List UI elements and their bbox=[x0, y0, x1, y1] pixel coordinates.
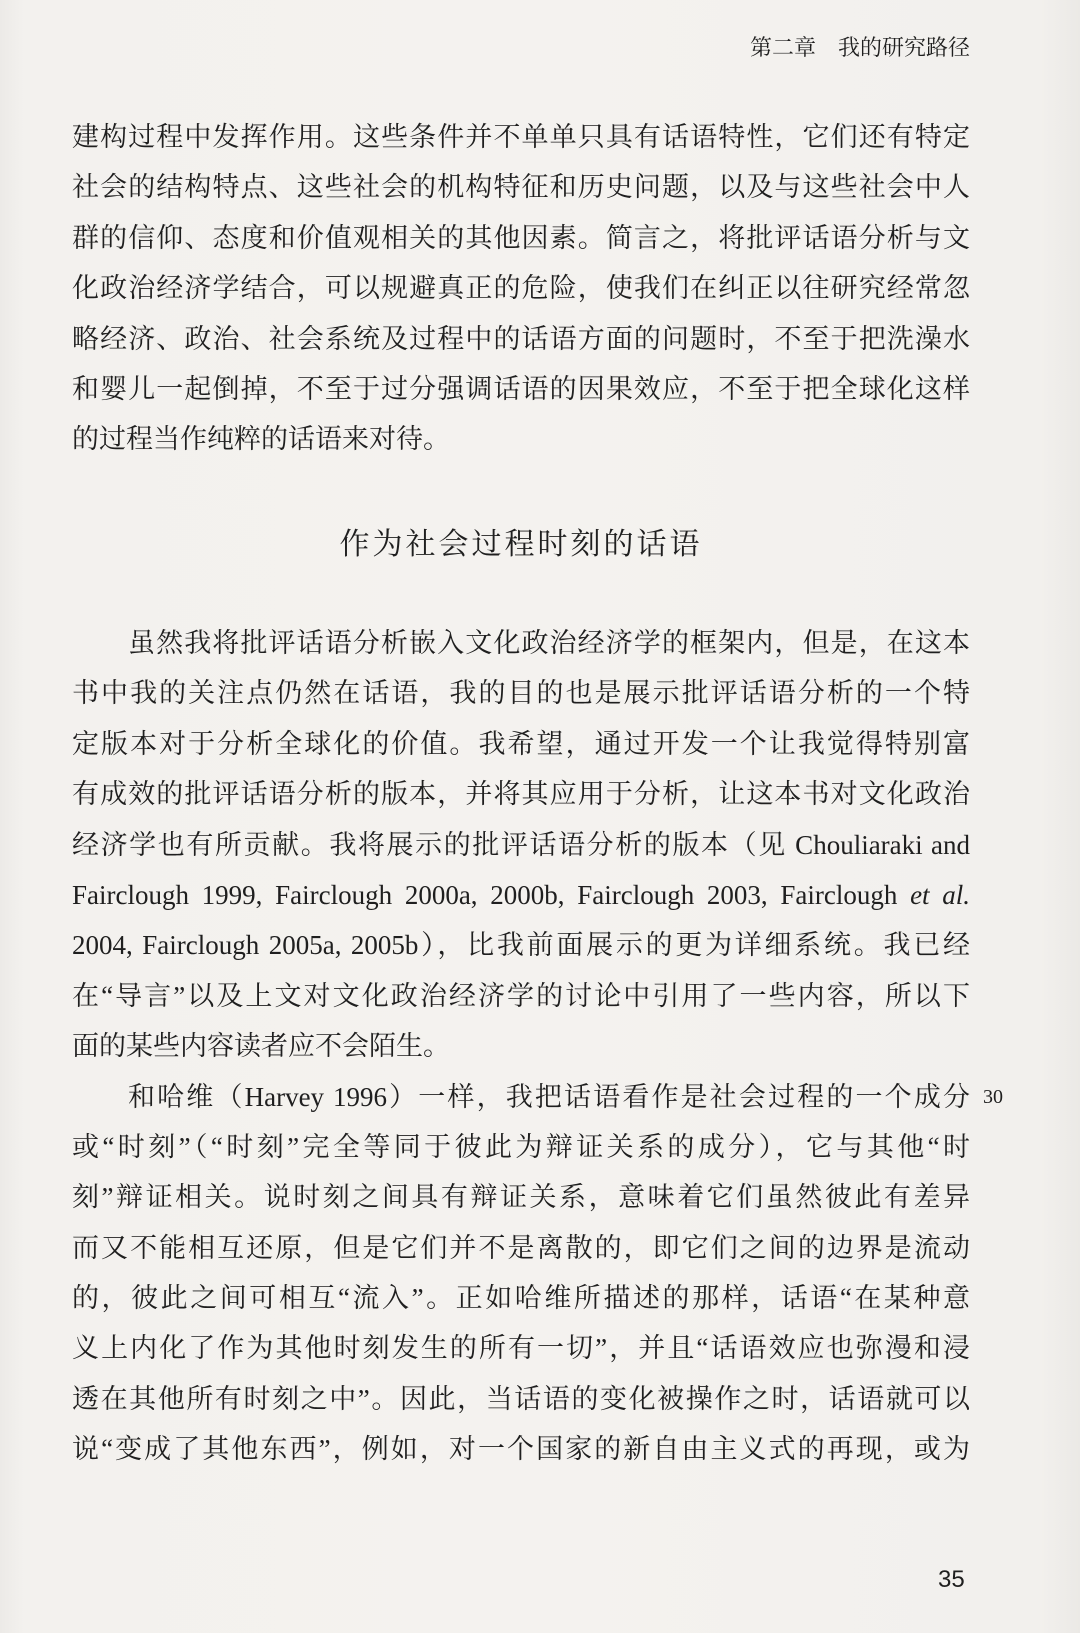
text-line: 的，彼此之间可相互“流入”。正如哈维所描述的那样，话语“在某种意 bbox=[72, 1283, 970, 1314]
text-line: 和婴儿一起倒掉，不至于过分强调话语的因果效应，不至于把全球化这样 bbox=[72, 373, 970, 404]
text-line: 的过程当作纯粹的话语来对待。 bbox=[72, 424, 450, 455]
paragraph-group bbox=[72, 618, 970, 1475]
running-head bbox=[750, 31, 970, 65]
text-line: 有成效的批评话语分析的版本，并将其应用于分析，让这本书对文化政治 bbox=[72, 779, 970, 810]
citation-text: Fairclough 1999, Fairclough 2000a, 2000b, Fairclough 2003, Fairclough bbox=[72, 879, 898, 910]
text-line: 在“导言”以及上文对文化政治经济学的讨论中引用了一些内容，所以下 bbox=[72, 980, 970, 1011]
text-line: 或“时刻”（“时刻”完全等同于彼此为辩证关系的成分），它与其他“时 bbox=[72, 1131, 970, 1162]
text-line: 而又不能相互还原，但是它们并不是离散的，即它们之间的边界是流动 bbox=[72, 1232, 970, 1263]
text-line: 说“变成了其他东西”，例如，对一个国家的新自由主义式的再现，或为 bbox=[72, 1434, 970, 1465]
text-line: 透在其他所有时刻之中”。因此，当话语的变化被操作之时，话语就可以 bbox=[72, 1383, 970, 1414]
paragraph bbox=[72, 112, 970, 465]
text-line: 经济学也有所贡献。我将展示的批评话语分析的版本（见 Chouliaraki and bbox=[72, 829, 970, 860]
text-line: 和哈维（Harvey 1996）一样，我把话语看作是社会过程的一个成分 bbox=[128, 1081, 970, 1112]
page-number: 35 bbox=[938, 1566, 965, 1593]
text-line: 建构过程中发挥作用。这些条件并不单单只具有话语特性，它们还有特定 bbox=[72, 122, 970, 152]
text-line: 群的信仰、态度和价值观相关的其他因素。简言之，将批评话语分析与文 bbox=[72, 222, 970, 253]
text-line: 略经济、政治、社会系统及过程中的话语方面的问题时，不至于把洗澡水 bbox=[72, 323, 970, 354]
text-line: 书中我的关注点仍然在话语，我的目的也是展示批评话语分析的一个特 bbox=[72, 678, 970, 709]
text-line: 面的某些内容读者应不会陌生。 bbox=[72, 1031, 450, 1062]
margin-page-number: 30 bbox=[983, 1086, 1003, 1108]
text-line bbox=[72, 870, 970, 920]
text-line: 2004, Fairclough 2005a, 2005b），比我前面展示的更为详细系统。我已经 bbox=[72, 930, 970, 961]
running-head-chapter: 第二章 bbox=[749, 35, 816, 60]
citation-italic: et al. bbox=[910, 879, 970, 910]
text-line: 化政治经济学结合，可以规避真正的危险，使我们在纠正以往研究经常忽 bbox=[72, 273, 970, 304]
paragraph bbox=[72, 1072, 970, 1475]
text-line: 刻”辩证相关。说时刻之间具有辩证关系，意味着它们虽然彼此有差异 bbox=[72, 1182, 970, 1213]
text-line: 虽然我将批评话语分析嵌入文化政治经济学的框架内，但是，在这本 bbox=[128, 628, 970, 658]
section-heading: 作为社会过程时刻的话语 bbox=[339, 528, 703, 561]
paragraph bbox=[72, 618, 970, 1072]
text-line: 定版本对于分析全球化的价值。我希望，通过开发一个让我觉得特别富 bbox=[72, 728, 970, 759]
text-line: 社会的结构特点、这些社会的机构特征和历史问题，以及与这些社会中人 bbox=[72, 172, 970, 203]
text-line: 义上内化了作为其他时刻发生的所有一切”，并且“话语效应也弥漫和浸 bbox=[72, 1333, 970, 1364]
running-head-title: 我的研究路径 bbox=[837, 35, 970, 60]
